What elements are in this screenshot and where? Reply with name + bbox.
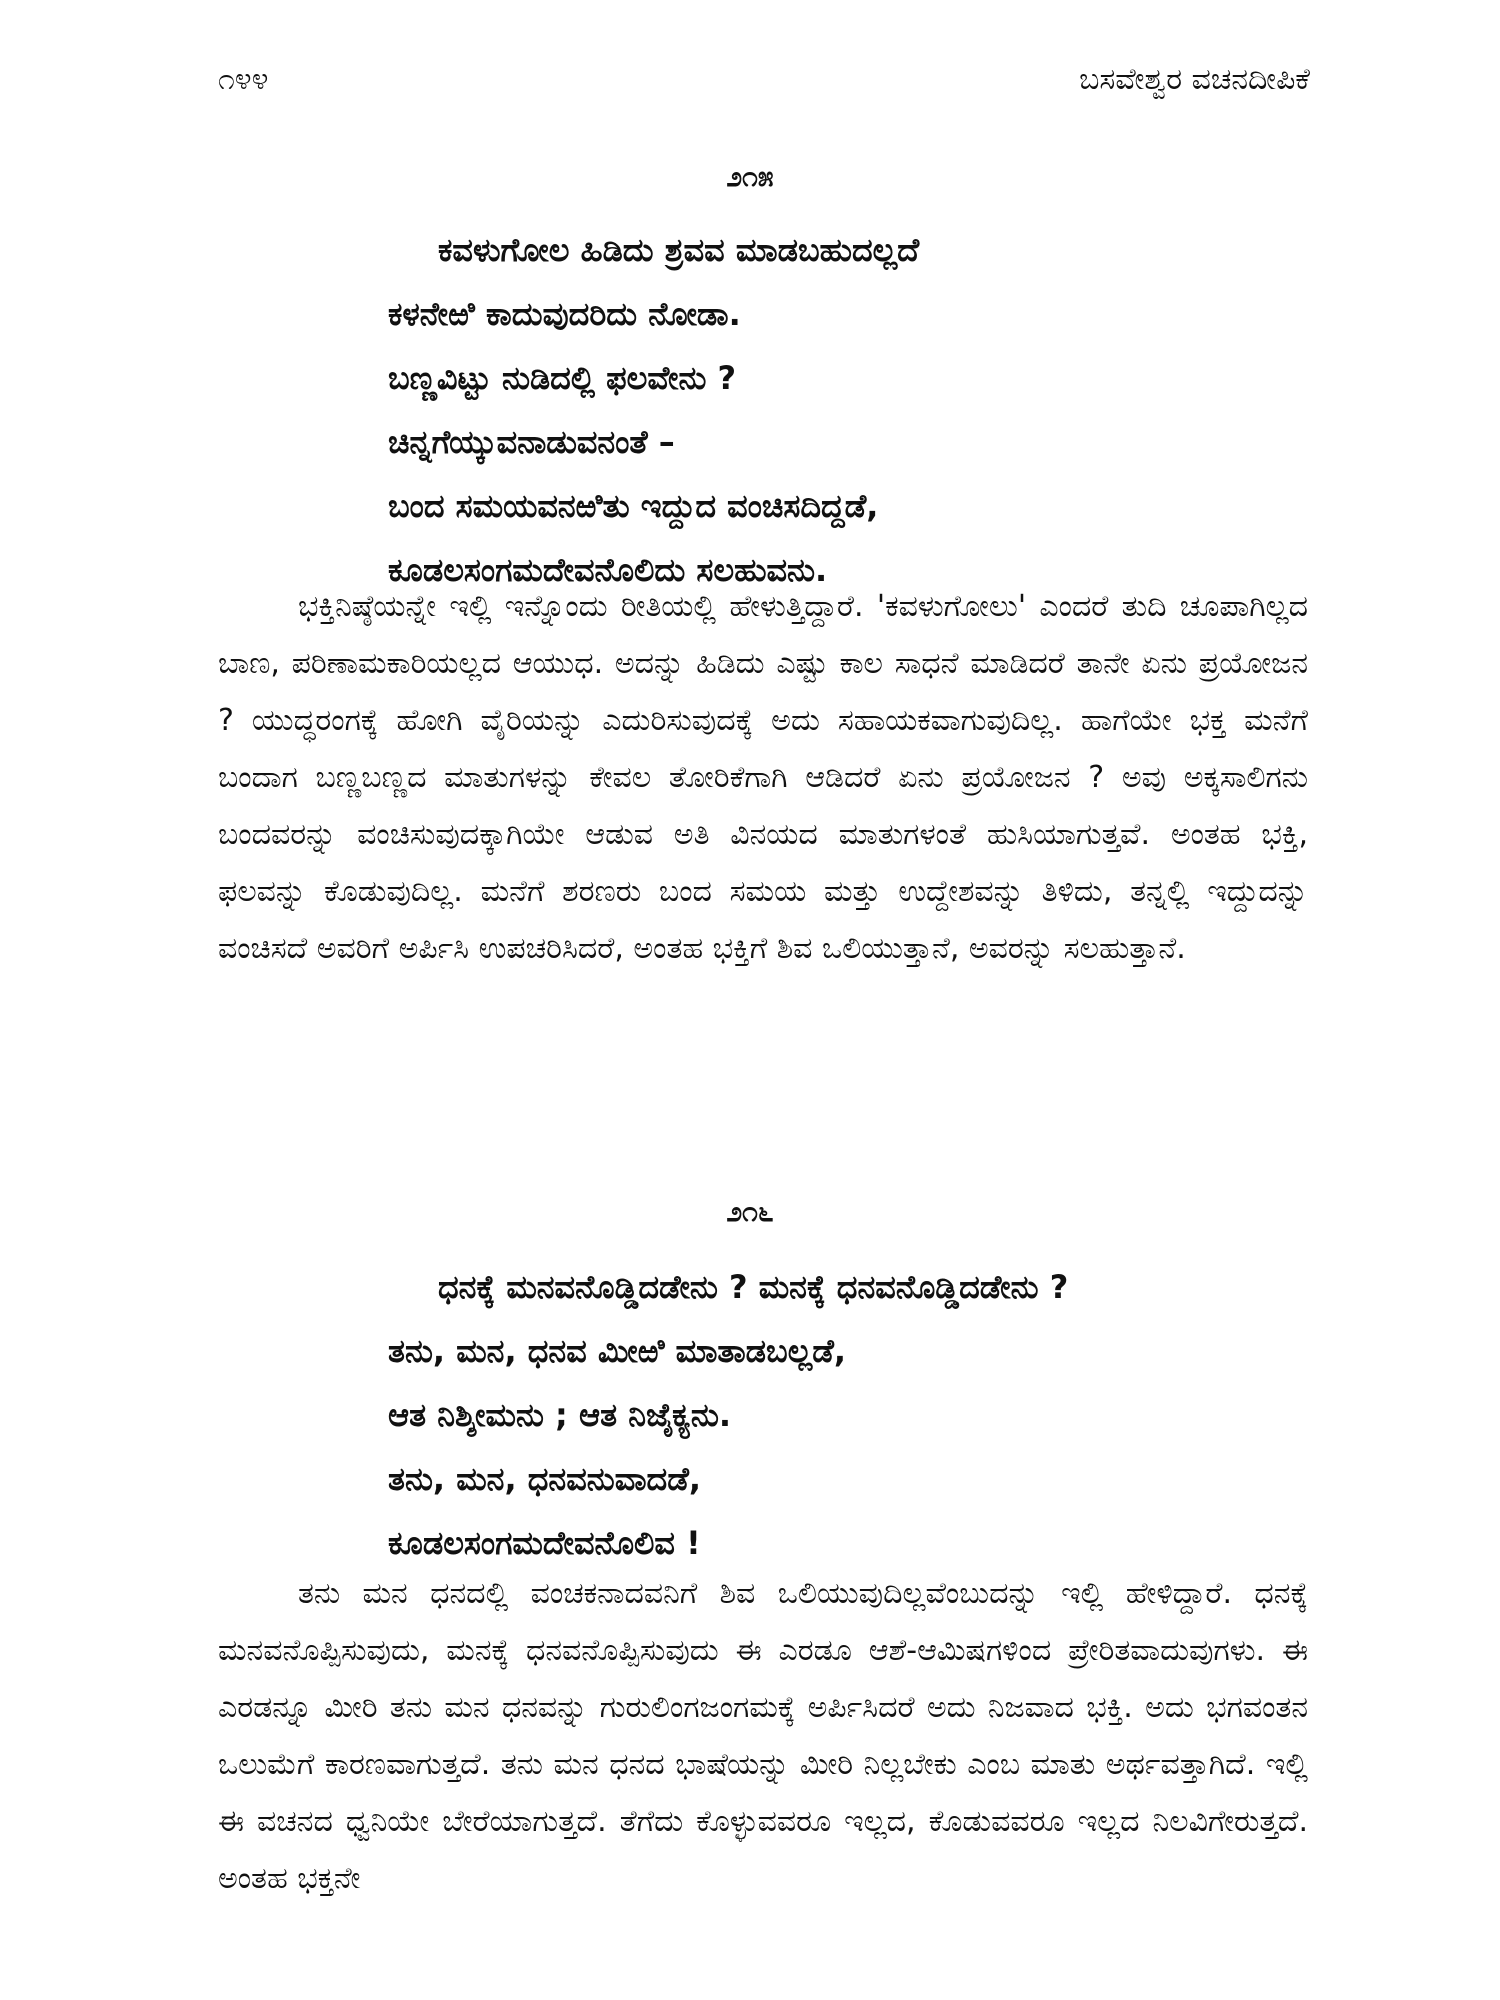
page-number: ೧೪೪ xyxy=(218,62,269,97)
verse-line: ಕೂಡಲಸಂಗಮದೇವನೊಲಿದು ಸಲಹುವನು. xyxy=(388,551,828,589)
verse-line: ಚಿನ್ನಗೆಯ್ಕುವನಾಡುವನಂತೆ – xyxy=(388,423,675,461)
verse-line: ಆತ ನಿಶ್ಶೀಮನು ; ಆತ ನಿಜೈಕ್ಯನು. xyxy=(388,1396,732,1434)
vachana-number: ೨೧೫ xyxy=(726,160,774,193)
commentary-paragraph: ಭಕ್ತಿನಿಷ್ಠೆಯನ್ನೇ ಇಲ್ಲಿ ಇನ್ನೊಂದು ರೀತಿಯಲ್ಲಿ ಹೇಳುತ್ತಿದ್ದಾರೆ. 'ಕವಳುಗೋಲು' ಎಂದರೆ ತುದಿ ಚೂಪಾಗಿಲ್ಲದ ಬಾಣ, ಪರಿಣಾಮಕಾರಿಯಲ್ಲದ ಆಯುಧ. ಅದನ್ನು ಹಿಡಿದು ಎಷ್ಟು ಕಾಲ ಸಾಧನೆ ಮಾಡಿದರೆ ತಾನೇ ಏನು ಪ್ರಯೋಜನ ? ಯುದ್ಧರಂಗಕ್ಕೆ ಹೋಗಿ ವೈರಿಯನ್ನು ಎದುರಿಸುವುದಕ್ಕೆ ಅದು ಸಹಾಯಕವಾಗುವುದಿಲ್ಲ. ಹಾಗೆಯೇ ಭಕ್ತ ಮನೆಗೆ ಬಂದಾಗ ಬಣ್ಣಬಣ್ಣದ ಮಾತುಗಳನ್ನು ಕೇವಲ ತೋರಿಕೆಗಾಗಿ ಆಡಿದರೆ ಏನು ಪ್ರಯೋಜನ ? ಅವು ಅಕ್ಕಸಾಲಿಗನು ಬಂದವರನ್ನು ವಂಚಿಸುವುದಕ್ಕಾಗಿಯೇ ಆಡುವ ಅತಿ ವಿನಯದ ಮಾತುಗಳಂತೆ ಹುಸಿಯಾಗುತ್ತವೆ. ಅಂತಹ ಭಕ್ತಿ, ಫಲವನ್ನು ಕೊಡುವುದಿಲ್ಲ. ಮನೆಗೆ ಶರಣರು ಬಂದ ಸಮಯ ಮತ್ತು ಉದ್ದೇಶವನ್ನು ತಿಳಿದು, ತನ್ನಲ್ಲಿ ಇದ್ದುದನ್ನು ವಂಚಿಸದೆ ಅವರಿಗೆ ಅರ್ಪಿಸಿ ಉಪಚರಿಸಿದರೆ, ಅಂತಹ ಭಕ್ತಿಗೆ ಶಿವ ಒಲಿಯುತ್ತಾನೆ, ಅವರನ್ನು ಸಲಹುತ್ತಾನೆ. xyxy=(218,589,1308,966)
verse-line: ತನು, ಮನ, ಧನವನುವಾದಡೆ, xyxy=(388,1460,702,1498)
verse-line: ತನು, ಮನ, ಧನವ ಮೀಱಿ ಮಾತಾಡಬಲ್ಲಡೆ, xyxy=(388,1332,847,1370)
verse-line: ಬಂದ ಸಮಯವನಱಿತು ಇದ್ದುದ ವಂಚಿಸದಿದ್ದಡೆ, xyxy=(388,487,879,525)
verse-line: ಬಣ್ಣವಿಟ್ಟು ನುಡಿದಲ್ಲಿ ಫಲವೇನು ? xyxy=(388,359,737,397)
verse-line: ಕಳನೇಱಿ ಕಾದುವುದರಿದು ನೋಡಾ. xyxy=(388,295,741,333)
verse-line: ಕವಳುಗೋಲ ಹಿಡಿದು ಶ್ರವವ ಮಾಡಬಹುದಲ್ಲದೆ xyxy=(438,231,920,269)
verse-line: ಧನಕ್ಕೆ ಮನವನೊಡ್ಡಿದಡೇನು ? ಮನಕ್ಕೆ ಧನವನೊಡ್ಡಿದಡೇನು ? xyxy=(438,1268,1069,1306)
verse-line: ಕೂಡಲಸಂಗಮದೇವನೊಲಿವ ! xyxy=(388,1524,701,1562)
vachana-number: ೨೧೬ xyxy=(726,1195,774,1228)
vachana-verse xyxy=(388,218,919,602)
commentary-paragraph: ತನು ಮನ ಧನದಲ್ಲಿ ವಂಚಕನಾದವನಿಗೆ ಶಿವ ಒಲಿಯುವುದಿಲ್ಲವೆಂಬುದನ್ನು ಇಲ್ಲಿ ಹೇಳಿದ್ದಾರೆ. ಧನಕ್ಕೆ ಮನವನೊಪ್ಪಿಸುವುದು, ಮನಕ್ಕೆ ಧನವನೊಪ್ಪಿಸುವುದು ಈ ಎರಡೂ ಆಶೆ-ಆಮಿಷಗಳಿಂದ ಪ್ರೇರಿತವಾದುವುಗಳು. ಈ ಎರಡನ್ನೂ ಮೀರಿ ತನು ಮನ ಧನವನ್ನು ಗುರುಲಿಂಗಜಂಗಮಕ್ಕೆ ಅರ್ಪಿಸಿದರೆ ಅದು ನಿಜವಾದ ಭಕ್ತಿ. ಅದು ಭಗವಂತನ ಒಲುಮೆಗೆ ಕಾರಣವಾಗುತ್ತದೆ. ತನು ಮನ ಧನದ ಭಾಷೆಯನ್ನು ಮೀರಿ ನಿಲ್ಲಬೇಕು ಎಂಬ ಮಾತು ಅರ್ಥವತ್ತಾಗಿದೆ. ಇಲ್ಲಿ ಈ ವಚನದ ಧ್ವನಿಯೇ ಬೇರೆಯಾಗುತ್ತದೆ. ತೆಗೆದು ಕೊಳ್ಳುವವರೂ ಇಲ್ಲದ, ಕೊಡುವವರೂ ಇಲ್ಲದ ನಿಲವಿಗೇರುತ್ತದೆ. ಅಂತಹ ಭಕ್ತನೇ xyxy=(218,1576,1308,1896)
book-title: ಬಸವೇಶ್ವರ ವಚನದೀಪಿಕೆ xyxy=(1079,62,1310,97)
page-header xyxy=(218,62,1310,97)
vachana-verse xyxy=(388,1255,1068,1575)
